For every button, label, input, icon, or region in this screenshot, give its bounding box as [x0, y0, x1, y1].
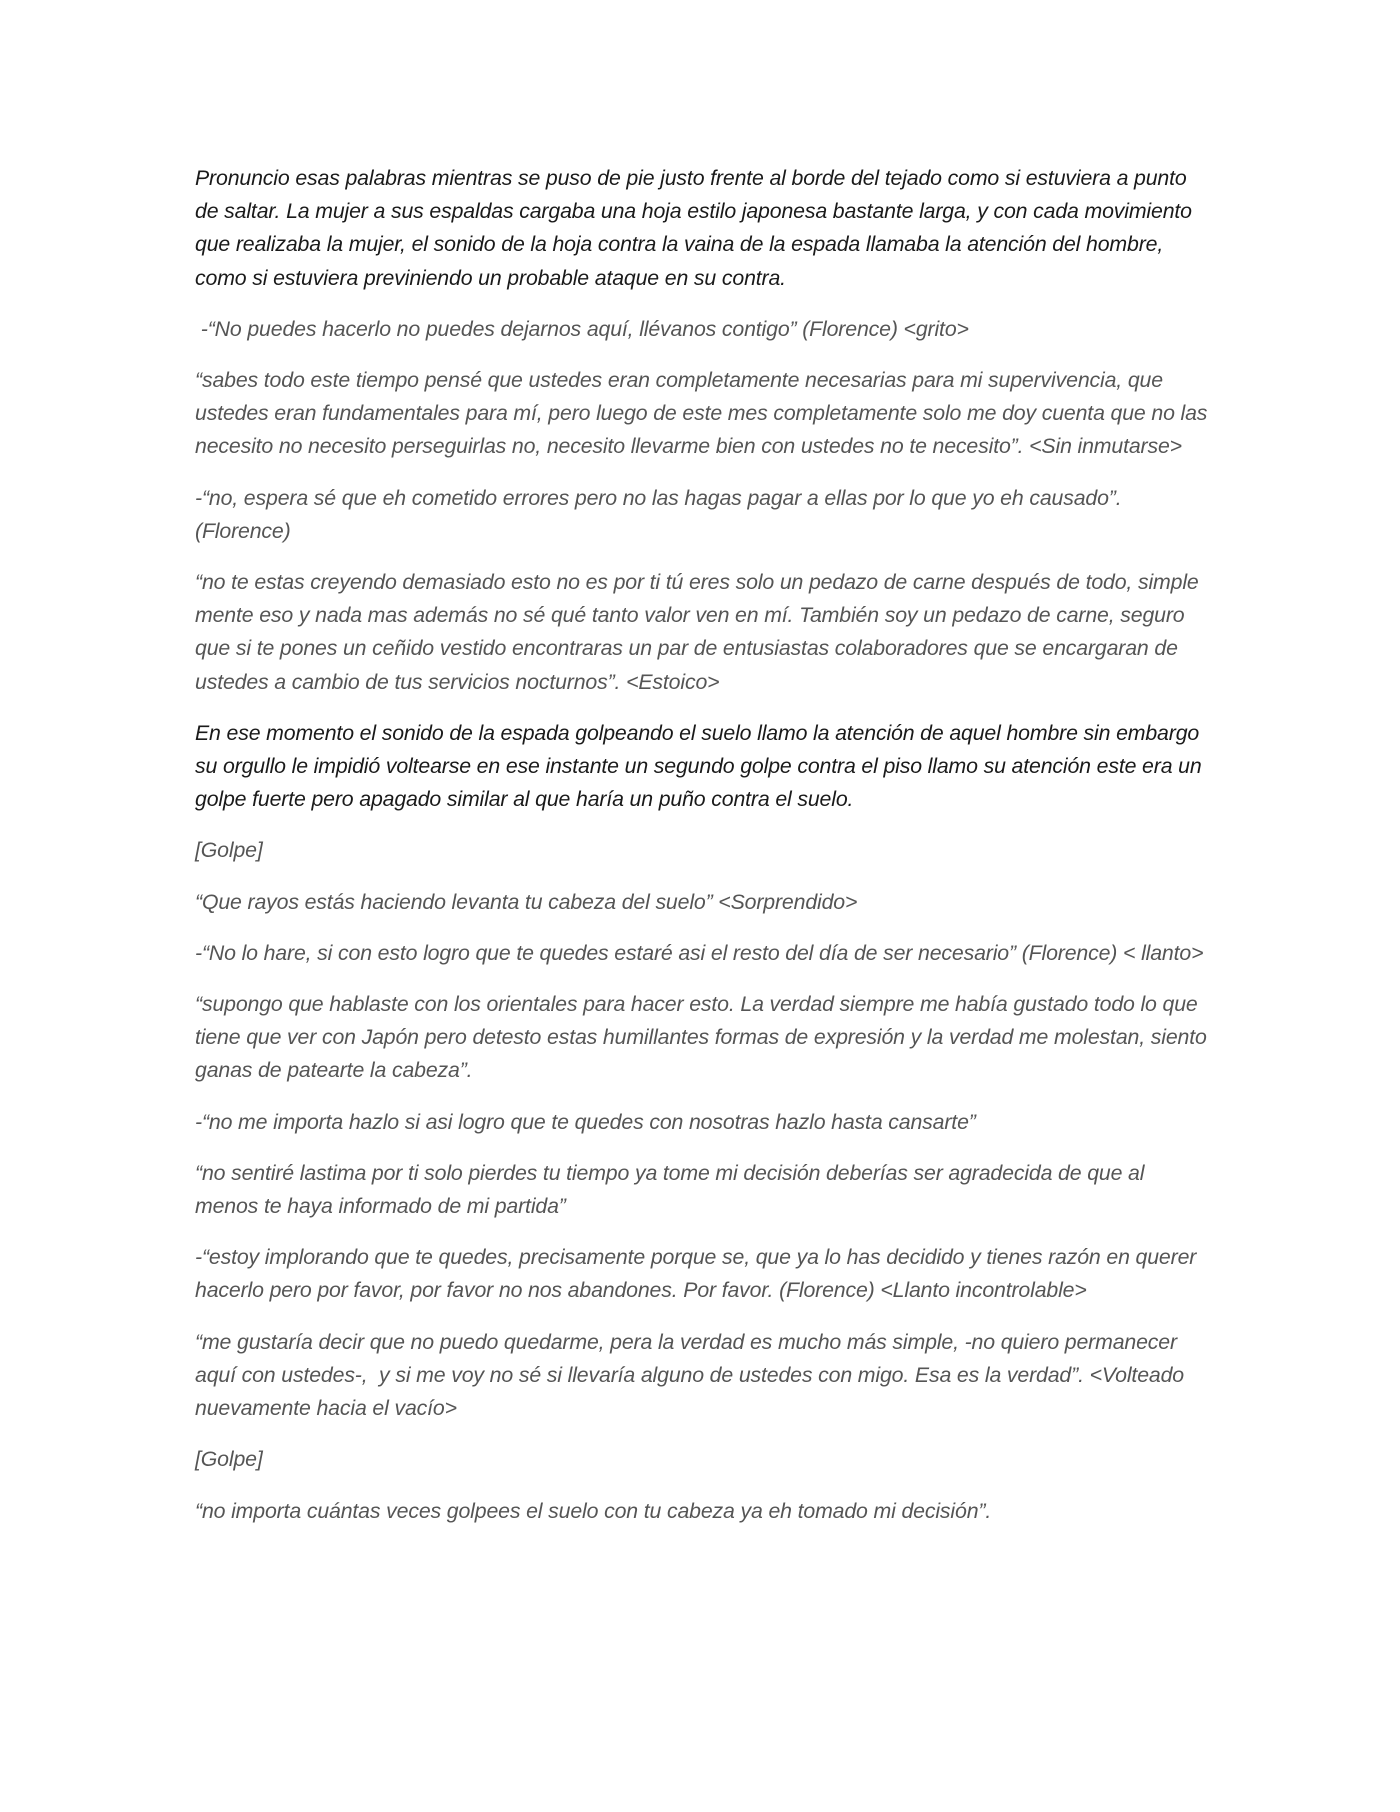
dialogue-paragraph: “me gustaría decir que no puedo quedarme, pera la verdad es mucho más simple, -no quiero permanecer aquí con ustedes-, y si me voy no sé si llevaría alguno de ustedes con migo. Esa es la verdad”. <Volteado nuevamente hacia el vacío> — [195, 1329, 1190, 1421]
dialogue-paragraph: -“estoy implorando que te quedes, precisamente porque se, que ya lo has decidido y tienes razón en querer hacerlo pero por favor, por favor no nos abandones. Por favor. (Florence) <Llanto incontrolable> — [195, 1245, 1208, 1303]
dialogue-paragraph: “sabes todo este tiempo pensé que ustedes eran completamente necesarias para mi supervivencia, que ustedes eran fundamentales para mí, pero luego de este mes completamente solo me doy cuenta que no las necesito no necesito perseguirlas no, necesito llevarme bien con ustedes no te necesito”. <Sin inmutarse> — [195, 368, 1214, 459]
dialogue-paragraph: “no te estas creyendo demasiado esto no es por ti tú eres solo un pedazo de carne después de todo, simple mente eso y nada mas además no sé qué tanto valor ven en mí. También soy un pedazo de carne, seguro que si te pones un ceñido vestido encontraras un par de entusiastas colaboradores que se encargaran de ustedes a cambio de tus servicios nocturnos”. <Estoico> — [195, 570, 1205, 694]
dialogue-paragraph: -“No puedes hacerlo no puedes dejarnos aquí, llévanos contigo” (Florence) <grito> — [195, 316, 969, 341]
dialogue-paragraph: -“No lo hare, si con esto logro que te quedes estaré asi el resto del día de ser necesario” (Florence) < llanto> — [195, 940, 1204, 965]
narration-paragraph: En ese momento el sonido de la espada golpeando el suelo llamo la atención de aquel hombre sin embargo su orgullo le impidió voltearse en ese instante un segundo golpe contra el piso llamo su atención este era un golpe fuerte pero apagado similar al que haría un puño contra el suelo. — [195, 720, 1208, 812]
dialogue-paragraph: “no sentiré lastima por ti solo pierdes tu tiempo ya tome mi decisión deberías ser agradecida de que al menos te haya informado de mi partida” — [195, 1160, 1151, 1219]
sound-effect-line: [Golpe] — [195, 1447, 263, 1472]
document-body — [195, 162, 1214, 1546]
dialogue-paragraph: -“no, espera sé que eh cometido errores pero no las hagas pagar a ellas por lo que yo eh causado”. (Florence) — [195, 485, 1128, 543]
dialogue-paragraph: “Que rayos estás haciendo levanta tu cabeza del suelo” <Sorprendido> — [195, 889, 858, 914]
sound-effect-line: [Golpe] — [195, 838, 263, 863]
narration-paragraph: Pronuncio esas palabras mientras se puso de pie justo frente al borde del tejado como si estuviera a punto de saltar. La mujer a sus espaldas cargaba una hoja estilo japonesa bastante larga, y con cada movimiento que realizaba la mujer, el sonido de la hoja contra la vaina de la espada llamaba la atención del hombre, como si estuviera previniendo un probable ataque en su contra. — [195, 166, 1198, 290]
dialogue-paragraph: “no importa cuántas veces golpees el suelo con tu cabeza ya eh tomado mi decisión”. — [195, 1498, 992, 1523]
dialogue-paragraph: -“no me importa hazlo si asi logro que te quedes con nosotras hazlo hasta cansarte” — [195, 1109, 976, 1134]
dialogue-paragraph: “supongo que hablaste con los orientales para hacer esto. La verdad siempre me había gustado todo lo que tiene que ver con Japón pero detesto estas humillantes formas de expresión y la verdad me molestan, siento ganas de patearte la cabeza”. — [195, 992, 1213, 1083]
